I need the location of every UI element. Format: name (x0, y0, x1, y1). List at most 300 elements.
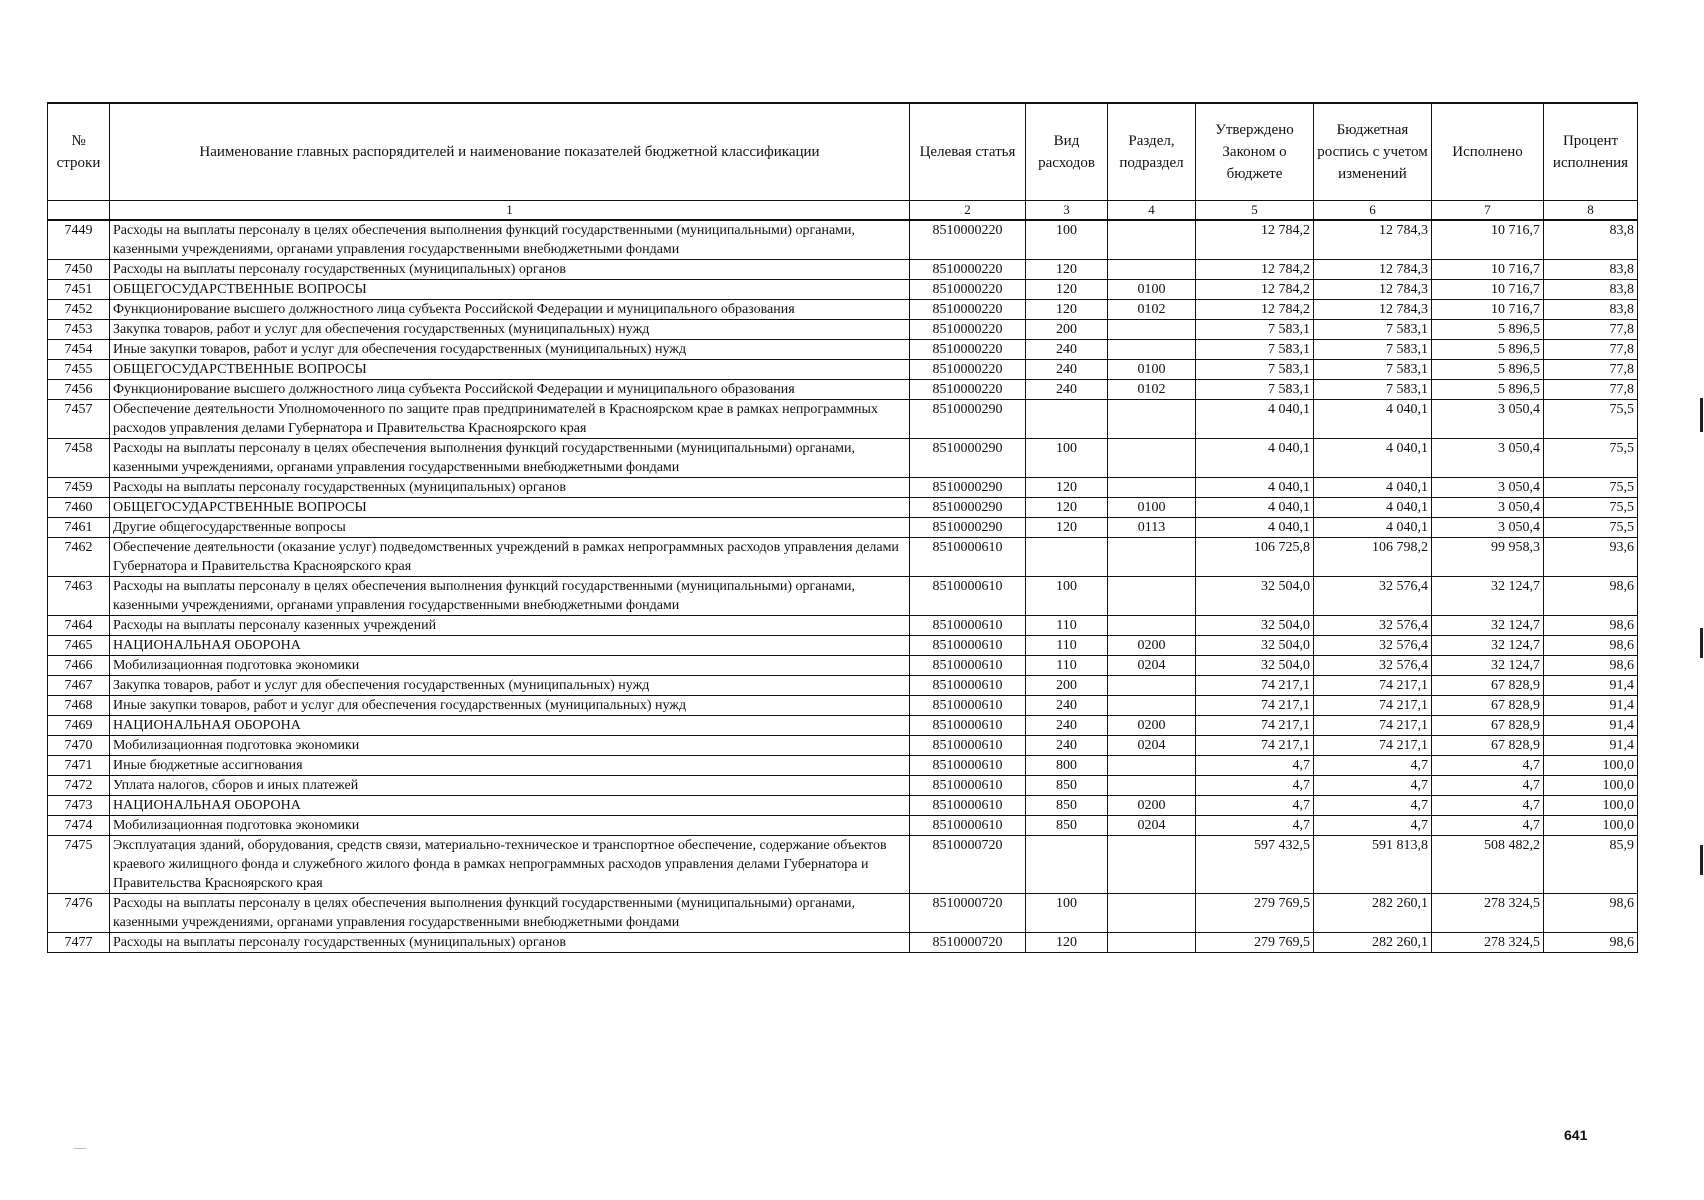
table-row (48, 320, 1638, 340)
column-number: 6 (1314, 201, 1432, 221)
table-row (48, 816, 1638, 836)
row-target-article: 8510000220 (910, 260, 1026, 280)
row-expense-type: 120 (1026, 933, 1108, 953)
table-row (48, 716, 1638, 736)
row-number: 7472 (48, 776, 110, 796)
row-number: 7454 (48, 340, 110, 360)
row-executed: 10 716,7 (1432, 280, 1544, 300)
row-section (1108, 933, 1196, 953)
row-name: Эксплуатация зданий, оборудования, средств связи, материально-техническое и транспортное обеспечение, содержание объектов краевого жилищного фонда и служебного жилого фонда в рамках непрограммных расходов управления делами Губернатора и Правительства Красноярского края (110, 836, 910, 894)
row-approved: 32 504,0 (1196, 656, 1314, 676)
table-row (48, 498, 1638, 518)
row-executed: 5 896,5 (1432, 320, 1544, 340)
row-budget-schedule: 4,7 (1314, 816, 1432, 836)
row-approved: 74 217,1 (1196, 736, 1314, 756)
row-approved: 32 504,0 (1196, 616, 1314, 636)
row-name: НАЦИОНАЛЬНАЯ ОБОРОНА (110, 796, 910, 816)
row-section (1108, 676, 1196, 696)
row-approved: 32 504,0 (1196, 577, 1314, 616)
row-percent: 83,8 (1544, 280, 1638, 300)
row-target-article: 8510000610 (910, 796, 1026, 816)
row-approved: 4,7 (1196, 796, 1314, 816)
row-name: Расходы на выплаты персоналу в целях обеспечения выполнения функций государственными (муниципальными) органами, казенными учреждениями, органами управления государственными внебюджетными фондами (110, 577, 910, 616)
row-executed: 4,7 (1432, 776, 1544, 796)
row-executed: 4,7 (1432, 756, 1544, 776)
row-executed: 278 324,5 (1432, 894, 1544, 933)
row-budget-schedule: 591 813,8 (1314, 836, 1432, 894)
row-section (1108, 340, 1196, 360)
row-executed: 3 050,4 (1432, 478, 1544, 498)
row-name: Иные закупки товаров, работ и услуг для обеспечения государственных (муниципальных) нужд (110, 340, 910, 360)
row-target-article: 8510000220 (910, 280, 1026, 300)
row-executed: 32 124,7 (1432, 577, 1544, 616)
row-budget-schedule: 4 040,1 (1314, 439, 1432, 478)
row-expense-type: 850 (1026, 776, 1108, 796)
row-number: 7462 (48, 538, 110, 577)
row-target-article: 8510000610 (910, 636, 1026, 656)
row-approved: 279 769,5 (1196, 933, 1314, 953)
row-percent: 100,0 (1544, 776, 1638, 796)
row-percent: 75,5 (1544, 478, 1638, 498)
header-budget-schedule: Бюджетная роспись с учетом изменений (1314, 103, 1432, 201)
row-expense-type: 850 (1026, 816, 1108, 836)
row-executed: 4,7 (1432, 796, 1544, 816)
column-number: 8 (1544, 201, 1638, 221)
row-budget-schedule: 32 576,4 (1314, 636, 1432, 656)
row-expense-type: 110 (1026, 636, 1108, 656)
row-budget-schedule: 74 217,1 (1314, 716, 1432, 736)
row-target-article: 8510000290 (910, 518, 1026, 538)
row-executed: 5 896,5 (1432, 360, 1544, 380)
row-executed: 32 124,7 (1432, 636, 1544, 656)
row-target-article: 8510000720 (910, 894, 1026, 933)
row-section (1108, 220, 1196, 260)
row-target-article: 8510000220 (910, 360, 1026, 380)
row-approved: 12 784,2 (1196, 220, 1314, 260)
row-expense-type (1026, 538, 1108, 577)
row-approved: 7 583,1 (1196, 340, 1314, 360)
row-approved: 4 040,1 (1196, 478, 1314, 498)
row-expense-type: 100 (1026, 220, 1108, 260)
table-row (48, 756, 1638, 776)
row-section: 0200 (1108, 716, 1196, 736)
row-executed: 67 828,9 (1432, 696, 1544, 716)
row-approved: 279 769,5 (1196, 894, 1314, 933)
row-expense-type: 240 (1026, 380, 1108, 400)
row-section (1108, 577, 1196, 616)
row-expense-type: 110 (1026, 616, 1108, 636)
row-budget-schedule: 7 583,1 (1314, 380, 1432, 400)
row-section (1108, 320, 1196, 340)
row-number: 7469 (48, 716, 110, 736)
header-target-article: Целевая статья (910, 103, 1026, 201)
table-row (48, 696, 1638, 716)
row-budget-schedule: 4,7 (1314, 796, 1432, 816)
scan-edge-mark (1700, 845, 1703, 875)
row-budget-schedule: 12 784,3 (1314, 280, 1432, 300)
row-executed: 10 716,7 (1432, 260, 1544, 280)
row-section: 0102 (1108, 300, 1196, 320)
row-section (1108, 439, 1196, 478)
row-name: НАЦИОНАЛЬНАЯ ОБОРОНА (110, 636, 910, 656)
column-number: 1 (110, 201, 910, 221)
header-approved: Утверждено Законом о бюджете (1196, 103, 1314, 201)
row-number: 7452 (48, 300, 110, 320)
row-number: 7464 (48, 616, 110, 636)
row-approved: 597 432,5 (1196, 836, 1314, 894)
row-executed: 67 828,9 (1432, 716, 1544, 736)
row-percent: 100,0 (1544, 756, 1638, 776)
row-expense-type: 120 (1026, 518, 1108, 538)
row-number: 7459 (48, 478, 110, 498)
row-approved: 4,7 (1196, 756, 1314, 776)
row-number: 7451 (48, 280, 110, 300)
row-name: Мобилизационная подготовка экономики (110, 656, 910, 676)
table-row (48, 796, 1638, 816)
column-number: 7 (1432, 201, 1544, 221)
column-number: 4 (1108, 201, 1196, 221)
row-percent: 77,8 (1544, 340, 1638, 360)
row-budget-schedule: 74 217,1 (1314, 736, 1432, 756)
row-name: Расходы на выплаты персоналу государственных (муниципальных) органов (110, 260, 910, 280)
row-name: Функционирование высшего должностного лица субъекта Российской Федерации и муниципального образования (110, 380, 910, 400)
row-percent: 98,6 (1544, 656, 1638, 676)
row-percent: 98,6 (1544, 577, 1638, 616)
row-target-article: 8510000610 (910, 656, 1026, 676)
row-number: 7477 (48, 933, 110, 953)
row-number: 7453 (48, 320, 110, 340)
row-executed: 3 050,4 (1432, 400, 1544, 439)
row-name: Закупка товаров, работ и услуг для обеспечения государственных (муниципальных) нужд (110, 320, 910, 340)
row-name: Функционирование высшего должностного лица субъекта Российской Федерации и муниципального образования (110, 300, 910, 320)
row-executed: 3 050,4 (1432, 518, 1544, 538)
row-number: 7473 (48, 796, 110, 816)
row-expense-type (1026, 400, 1108, 439)
row-target-article: 8510000220 (910, 320, 1026, 340)
row-name: Иные бюджетные ассигнования (110, 756, 910, 776)
row-percent: 75,5 (1544, 439, 1638, 478)
row-executed: 67 828,9 (1432, 736, 1544, 756)
row-percent: 83,8 (1544, 260, 1638, 280)
table-row (48, 933, 1638, 953)
row-percent: 75,5 (1544, 400, 1638, 439)
row-percent: 77,8 (1544, 360, 1638, 380)
table-row (48, 360, 1638, 380)
table-row (48, 656, 1638, 676)
row-expense-type: 110 (1026, 656, 1108, 676)
row-section (1108, 538, 1196, 577)
row-executed: 99 958,3 (1432, 538, 1544, 577)
row-name: Обеспечение деятельности Уполномоченного по защите прав предпринимателей в Красноярском крае в рамках непрограммных расходов управления делами Губернатора и Правительства Красноярского края (110, 400, 910, 439)
row-number: 7463 (48, 577, 110, 616)
row-section: 0102 (1108, 380, 1196, 400)
table-row (48, 280, 1638, 300)
row-name: Уплата налогов, сборов и иных платежей (110, 776, 910, 796)
row-number: 7467 (48, 676, 110, 696)
row-percent: 83,8 (1544, 300, 1638, 320)
table-row (48, 636, 1638, 656)
column-number-row (48, 201, 1638, 221)
row-approved: 106 725,8 (1196, 538, 1314, 577)
row-expense-type: 120 (1026, 280, 1108, 300)
row-budget-schedule: 12 784,3 (1314, 300, 1432, 320)
row-name: ОБЩЕГОСУДАРСТВЕННЫЕ ВОПРОСЫ (110, 498, 910, 518)
row-budget-schedule: 12 784,3 (1314, 260, 1432, 280)
row-budget-schedule: 74 217,1 (1314, 696, 1432, 716)
column-number (48, 201, 110, 221)
table-row (48, 577, 1638, 616)
table-row (48, 400, 1638, 439)
row-approved: 12 784,2 (1196, 260, 1314, 280)
row-percent: 98,6 (1544, 636, 1638, 656)
row-executed: 3 050,4 (1432, 498, 1544, 518)
table-row (48, 538, 1638, 577)
row-percent: 91,4 (1544, 696, 1638, 716)
row-section: 0100 (1108, 360, 1196, 380)
row-executed: 4,7 (1432, 816, 1544, 836)
row-name: Расходы на выплаты персоналу казенных учреждений (110, 616, 910, 636)
row-number: 7449 (48, 220, 110, 260)
row-executed: 278 324,5 (1432, 933, 1544, 953)
row-number: 7461 (48, 518, 110, 538)
table-row (48, 439, 1638, 478)
table-row (48, 300, 1638, 320)
row-section: 0100 (1108, 498, 1196, 518)
row-percent: 98,6 (1544, 894, 1638, 933)
row-number: 7465 (48, 636, 110, 656)
row-percent: 98,6 (1544, 616, 1638, 636)
row-target-article: 8510000610 (910, 776, 1026, 796)
row-expense-type: 240 (1026, 716, 1108, 736)
row-executed: 32 124,7 (1432, 656, 1544, 676)
row-section (1108, 836, 1196, 894)
row-approved: 7 583,1 (1196, 360, 1314, 380)
row-expense-type: 240 (1026, 696, 1108, 716)
row-section: 0200 (1108, 796, 1196, 816)
row-percent: 77,8 (1544, 380, 1638, 400)
row-name: Расходы на выплаты персоналу государственных (муниципальных) органов (110, 933, 910, 953)
table-row (48, 260, 1638, 280)
row-target-article: 8510000720 (910, 836, 1026, 894)
row-target-article: 8510000610 (910, 538, 1026, 577)
row-budget-schedule: 282 260,1 (1314, 894, 1432, 933)
row-section (1108, 894, 1196, 933)
row-percent: 91,4 (1544, 676, 1638, 696)
row-name: Расходы на выплаты персоналу в целях обеспечения выполнения функций государственными (муниципальными) органами, казенными учреждениями, органами управления государственными внебюджетными фондами (110, 894, 910, 933)
row-expense-type: 240 (1026, 360, 1108, 380)
row-expense-type: 240 (1026, 736, 1108, 756)
row-name: Расходы на выплаты персоналу в целях обеспечения выполнения функций государственными (муниципальными) органами, казенными учреждениями, органами управления государственными внебюджетными фондами (110, 220, 910, 260)
header-name: Наименование главных распорядителей и наименование показателей бюджетной классификации (110, 103, 910, 201)
column-number: 2 (910, 201, 1026, 221)
row-number: 7460 (48, 498, 110, 518)
row-approved: 74 217,1 (1196, 696, 1314, 716)
row-percent: 83,8 (1544, 220, 1638, 260)
row-percent: 77,8 (1544, 320, 1638, 340)
table-row (48, 616, 1638, 636)
row-number: 7456 (48, 380, 110, 400)
table-row (48, 736, 1638, 756)
table-row (48, 676, 1638, 696)
table-row (48, 340, 1638, 360)
row-section: 0204 (1108, 656, 1196, 676)
row-executed: 10 716,7 (1432, 300, 1544, 320)
row-budget-schedule: 12 784,3 (1314, 220, 1432, 260)
row-approved: 4,7 (1196, 776, 1314, 796)
row-section (1108, 478, 1196, 498)
row-approved: 32 504,0 (1196, 636, 1314, 656)
row-approved: 4 040,1 (1196, 518, 1314, 538)
row-number: 7466 (48, 656, 110, 676)
row-approved: 12 784,2 (1196, 300, 1314, 320)
page-number: 641 (1564, 1127, 1588, 1143)
row-target-article: 8510000720 (910, 933, 1026, 953)
row-target-article: 8510000220 (910, 380, 1026, 400)
row-target-article: 8510000290 (910, 400, 1026, 439)
row-expense-type: 200 (1026, 320, 1108, 340)
row-budget-schedule: 282 260,1 (1314, 933, 1432, 953)
row-budget-schedule: 4 040,1 (1314, 478, 1432, 498)
row-approved: 4 040,1 (1196, 498, 1314, 518)
row-name: ОБЩЕГОСУДАРСТВЕННЫЕ ВОПРОСЫ (110, 280, 910, 300)
row-percent: 75,5 (1544, 518, 1638, 538)
row-budget-schedule: 32 576,4 (1314, 656, 1432, 676)
row-budget-schedule: 32 576,4 (1314, 577, 1432, 616)
table-row (48, 836, 1638, 894)
row-target-article: 8510000290 (910, 478, 1026, 498)
row-name: Мобилизационная подготовка экономики (110, 736, 910, 756)
row-executed: 5 896,5 (1432, 340, 1544, 360)
row-budget-schedule: 4,7 (1314, 776, 1432, 796)
row-target-article: 8510000610 (910, 616, 1026, 636)
row-section (1108, 696, 1196, 716)
row-number: 7474 (48, 816, 110, 836)
row-approved: 4 040,1 (1196, 400, 1314, 439)
row-percent: 91,4 (1544, 716, 1638, 736)
row-expense-type (1026, 836, 1108, 894)
row-executed: 3 050,4 (1432, 439, 1544, 478)
row-name: Иные закупки товаров, работ и услуг для обеспечения государственных (муниципальных) нужд (110, 696, 910, 716)
row-approved: 7 583,1 (1196, 380, 1314, 400)
row-budget-schedule: 106 798,2 (1314, 538, 1432, 577)
row-section (1108, 400, 1196, 439)
column-number: 5 (1196, 201, 1314, 221)
table-body (48, 220, 1638, 953)
column-number: 3 (1026, 201, 1108, 221)
row-section (1108, 776, 1196, 796)
row-executed: 32 124,7 (1432, 616, 1544, 636)
row-executed: 10 716,7 (1432, 220, 1544, 260)
row-target-article: 8510000290 (910, 439, 1026, 478)
row-target-article: 8510000220 (910, 220, 1026, 260)
row-target-article: 8510000290 (910, 498, 1026, 518)
row-section (1108, 756, 1196, 776)
row-section: 0204 (1108, 736, 1196, 756)
row-number: 7476 (48, 894, 110, 933)
row-expense-type: 100 (1026, 577, 1108, 616)
row-budget-schedule: 7 583,1 (1314, 320, 1432, 340)
header-executed: Исполнено (1432, 103, 1544, 201)
row-number: 7470 (48, 736, 110, 756)
row-budget-schedule: 4 040,1 (1314, 518, 1432, 538)
header-section: Раздел, подраздел (1108, 103, 1196, 201)
row-target-article: 8510000610 (910, 756, 1026, 776)
row-name: Закупка товаров, работ и услуг для обеспечения государственных (муниципальных) нужд (110, 676, 910, 696)
row-approved: 7 583,1 (1196, 320, 1314, 340)
row-name: Мобилизационная подготовка экономики (110, 816, 910, 836)
row-expense-type: 850 (1026, 796, 1108, 816)
row-approved: 74 217,1 (1196, 676, 1314, 696)
row-target-article: 8510000610 (910, 716, 1026, 736)
row-number: 7471 (48, 756, 110, 776)
row-name: Другие общегосударственные вопросы (110, 518, 910, 538)
row-target-article: 8510000220 (910, 340, 1026, 360)
header-percent: Процент исполнения (1544, 103, 1638, 201)
header-row (48, 103, 1638, 201)
row-approved: 4,7 (1196, 816, 1314, 836)
row-executed: 5 896,5 (1432, 380, 1544, 400)
row-target-article: 8510000610 (910, 816, 1026, 836)
row-budget-schedule: 4 040,1 (1314, 400, 1432, 439)
row-percent: 91,4 (1544, 736, 1638, 756)
row-expense-type: 240 (1026, 340, 1108, 360)
row-expense-type: 800 (1026, 756, 1108, 776)
table-row (48, 894, 1638, 933)
row-executed: 67 828,9 (1432, 676, 1544, 696)
row-target-article: 8510000220 (910, 300, 1026, 320)
row-name: Расходы на выплаты персоналу государственных (муниципальных) органов (110, 478, 910, 498)
row-budget-schedule: 74 217,1 (1314, 676, 1432, 696)
row-number: 7475 (48, 836, 110, 894)
table-row (48, 478, 1638, 498)
table-row (48, 518, 1638, 538)
row-percent: 85,9 (1544, 836, 1638, 894)
table-row (48, 380, 1638, 400)
row-number: 7458 (48, 439, 110, 478)
row-budget-schedule: 4,7 (1314, 756, 1432, 776)
scan-edge-mark (1700, 628, 1703, 658)
row-target-article: 8510000610 (910, 577, 1026, 616)
row-expense-type: 120 (1026, 300, 1108, 320)
row-section: 0204 (1108, 816, 1196, 836)
header-expense-type: Вид расходов (1026, 103, 1108, 201)
row-expense-type: 100 (1026, 894, 1108, 933)
row-name: Обеспечение деятельности (оказание услуг) подведомственных учреждений в рамках непрограммных расходов управления делами Губернатора и Правительства Красноярского края (110, 538, 910, 577)
scan-edge-mark (1700, 398, 1703, 432)
row-name: Расходы на выплаты персоналу в целях обеспечения выполнения функций государственными (муниципальными) органами, казенными учреждениями, органами управления государственными внебюджетными фондами (110, 439, 910, 478)
row-budget-schedule: 32 576,4 (1314, 616, 1432, 636)
row-budget-schedule: 4 040,1 (1314, 498, 1432, 518)
row-number: 7455 (48, 360, 110, 380)
row-budget-schedule: 7 583,1 (1314, 340, 1432, 360)
header-row-number: № строки (48, 103, 110, 201)
footer-mark (74, 1148, 86, 1149)
row-expense-type: 100 (1026, 439, 1108, 478)
row-section: 0113 (1108, 518, 1196, 538)
row-percent: 93,6 (1544, 538, 1638, 577)
row-name: ОБЩЕГОСУДАРСТВЕННЫЕ ВОПРОСЫ (110, 360, 910, 380)
row-executed: 508 482,2 (1432, 836, 1544, 894)
row-target-article: 8510000610 (910, 736, 1026, 756)
row-percent: 100,0 (1544, 796, 1638, 816)
row-percent: 98,6 (1544, 933, 1638, 953)
table-row (48, 776, 1638, 796)
row-expense-type: 200 (1026, 676, 1108, 696)
row-number: 7450 (48, 260, 110, 280)
row-target-article: 8510000610 (910, 696, 1026, 716)
row-percent: 75,5 (1544, 498, 1638, 518)
row-name: НАЦИОНАЛЬНАЯ ОБОРОНА (110, 716, 910, 736)
